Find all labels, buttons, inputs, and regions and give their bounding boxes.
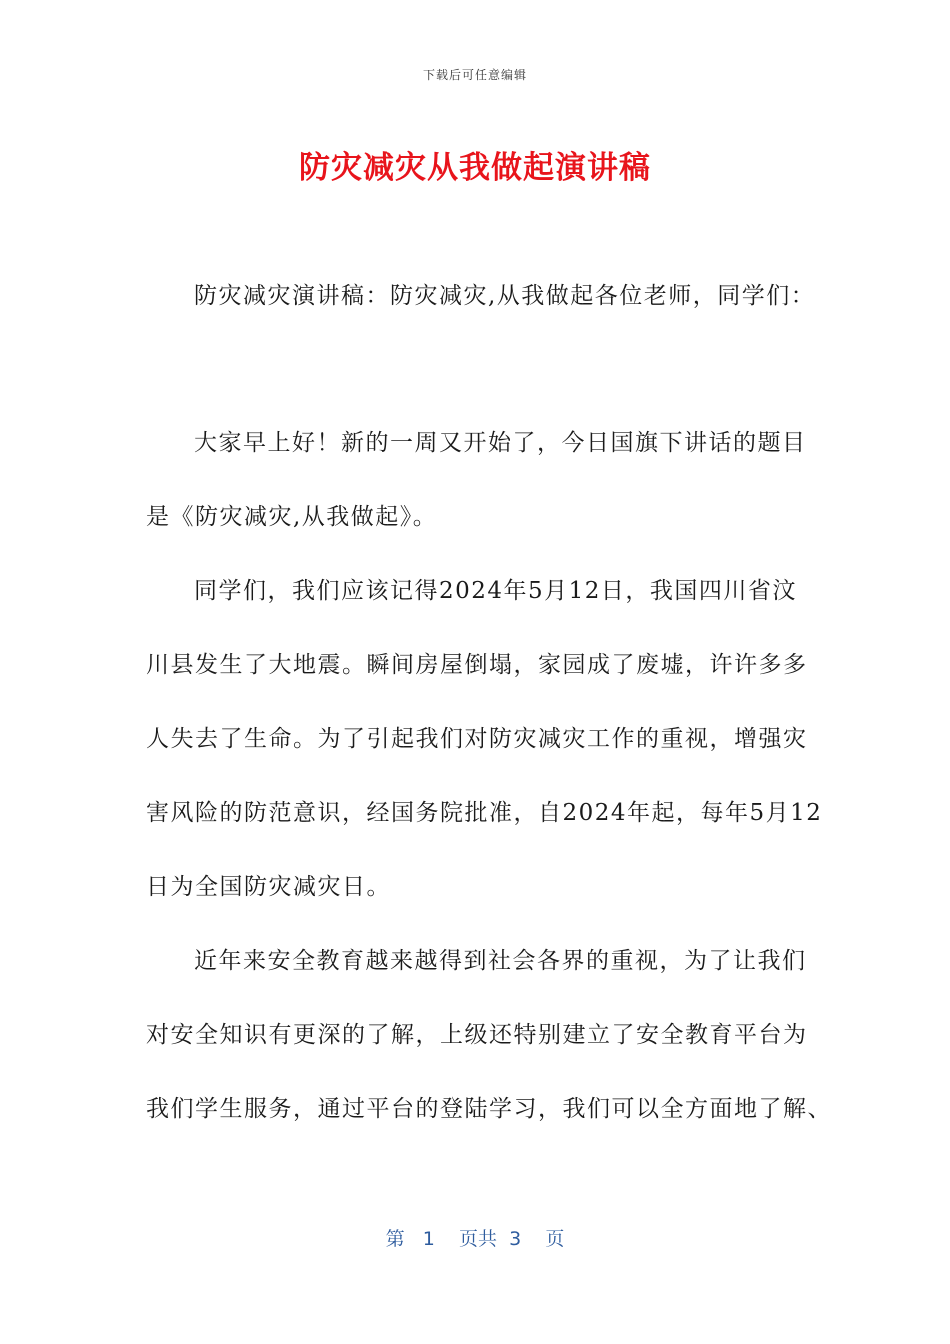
document-title: 防灾减灾从我做起演讲稿 [299, 150, 651, 186]
text-line: 是《防灾减灾,从我做起》。 [146, 504, 438, 530]
intro-line: 防灾减灾演讲稿：防灾减灾,从我做起各位老师，同学们： [194, 283, 816, 309]
page-label-prefix: 第 [385, 1228, 405, 1250]
text-line: 近年来安全教育越来越得到社会各界的重视，为了让我们 [194, 948, 807, 974]
header-note: 下载后可任意编辑 [422, 68, 527, 82]
current-page-number: 1 [422, 1228, 435, 1250]
text-line: 害风险的防范意识，经国务院批准，自2024年起，每年5月12 [146, 800, 823, 826]
text-line: 日为全国防灾减灾日。 [146, 874, 391, 900]
text-line: 同学们，我们应该记得2024年5月12日，我国四川省汶 [194, 578, 797, 604]
speech-body [146, 406, 832, 1146]
text-line: 我们学生服务，通过平台的登陆学习，我们可以全方面地了解、 [146, 1096, 832, 1122]
text-line: 大家早上好！新的一周又开始了，今日国旗下讲话的题目 [194, 430, 807, 456]
text-line: 川县发生了大地震。瞬间房屋倒塌，家园成了废墟，许许多多 [146, 652, 808, 678]
page-footer [0, 1224, 950, 1251]
text-line: 人失去了生命。为了引起我们对防灾减灾工作的重视，增强灾 [146, 726, 808, 752]
page-label-suffix: 页 [545, 1228, 565, 1250]
text-line: 对安全知识有更深的了解，上级还特别建立了安全教育平台为 [146, 1022, 808, 1048]
intro-paragraph [146, 259, 816, 333]
total-pages-number: 3 [509, 1228, 522, 1250]
page-label-mid: 页共 [459, 1228, 498, 1250]
